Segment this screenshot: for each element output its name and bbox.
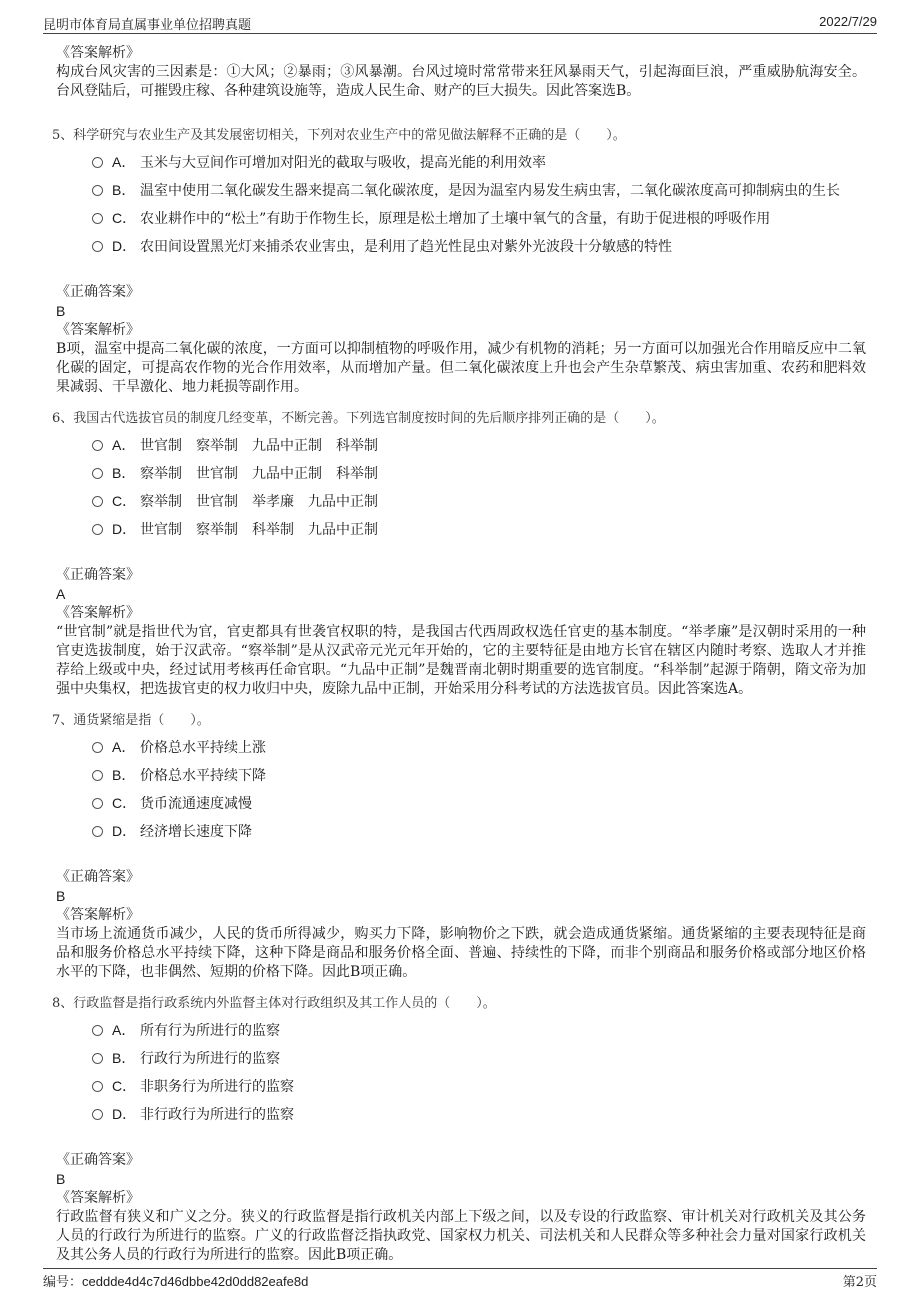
question-title: 6、我国古代选拔官员的制度几经变革，不断完善。下列选官制度按时间的先后顺序排列正确的是（ ）。 [52, 411, 665, 426]
option-letter: B． [112, 767, 136, 783]
question-title: 7、通货紧缩是指（ ）。 [52, 713, 210, 728]
option-text: 价格总水平持续下降 [140, 768, 266, 784]
footer-divider [43, 1268, 877, 1269]
option-text: 非行政行为所进行的监察 [140, 1107, 294, 1123]
option-letter: A． [112, 437, 136, 453]
page-footer [43, 1271, 877, 1289]
radio-icon[interactable] [92, 1081, 103, 1092]
correct-answer-label: 《正确答案》 [56, 869, 140, 885]
radio-icon[interactable] [92, 213, 103, 224]
intro-analysis-block [56, 44, 866, 101]
option-letter: C． [112, 493, 137, 509]
correct-answer-label: 《正确答案》 [56, 567, 140, 583]
option-letter: D． [112, 1106, 137, 1122]
radio-icon[interactable] [92, 157, 103, 168]
radio-icon[interactable] [92, 468, 103, 479]
option-letter: C． [112, 795, 137, 811]
option-letter: C． [112, 210, 137, 226]
correct-answer-label: 《正确答案》 [56, 284, 140, 300]
option-letter: D． [112, 238, 137, 254]
radio-icon[interactable] [92, 826, 103, 837]
option-b[interactable] [92, 1049, 866, 1069]
question-6 [52, 409, 866, 699]
option-d[interactable] [92, 822, 866, 842]
option-text: 察举制 世官制 九品中正制 科举制 [140, 466, 378, 482]
radio-icon[interactable] [92, 440, 103, 451]
option-text: 温室中使用二氧化碳发生器来提高二氧化碳浓度，是因为温室内易发生病虫害，二氧化碳浓度高可抑制病虫的生长 [140, 183, 840, 199]
option-a[interactable] [92, 1021, 866, 1041]
option-d[interactable] [92, 237, 866, 257]
option-c[interactable] [92, 1077, 866, 1097]
option-letter: D． [112, 521, 137, 537]
option-a[interactable] [92, 436, 866, 456]
analysis-label: 《答案解析》 [56, 322, 140, 338]
radio-icon[interactable] [92, 742, 103, 753]
option-letter: B． [112, 182, 136, 198]
option-letter: A． [112, 739, 136, 755]
analysis-label: 《答案解析》 [56, 605, 140, 621]
option-a[interactable] [92, 738, 866, 758]
option-text: 货币流通速度减慢 [140, 796, 252, 812]
option-text: 所有行为所进行的监察 [140, 1023, 280, 1039]
radio-icon[interactable] [92, 1025, 103, 1036]
options-list [92, 1021, 866, 1125]
page-header [43, 14, 877, 32]
option-text: 世官制 察举制 九品中正制 科举制 [140, 438, 378, 454]
option-text: 行政行为所进行的监察 [140, 1051, 280, 1067]
correct-answer-label: 《正确答案》 [56, 1152, 140, 1168]
option-letter: C． [112, 1078, 137, 1094]
radio-icon[interactable] [92, 185, 103, 196]
radio-icon[interactable] [92, 770, 103, 781]
option-a[interactable] [92, 153, 866, 173]
header-divider [43, 33, 877, 34]
code-value: ceddde4d4c7d46dbbe42d0dd82eafe8d [82, 1274, 309, 1289]
analysis-text: 当市场上流通货币减少，人民的货币所得减少，购买力下降，影响物价之下跌，就会造成通货紧缩。通货紧缩的主要表现特征是商品和服务价格总水平持续下降，这种下降是商品和服务价格全面、普遍、持续性的下降，而非个别商品和服务价格或部分地区价格水平的下降，也非偶然、短期的价格下降。因此B项正确。 [56, 926, 866, 980]
correct-answer: B [56, 1171, 66, 1187]
option-text: 察举制 世官制 举孝廉 九品中正制 [140, 494, 378, 510]
analysis-text: “世官制”就是指世代为官，官吏都具有世袭官权职的特，是我国古代西周政权选任官吏的基本制度。“举孝廉”是汉朝时采用的一种官吏选拔制度，始于汉武帝。“察举制”是从汉武帝元光元年开始的，它的主要特征是由地方长官在辖区内随时考察、选取人才并推荐给上级或中央，经过试用考核再任命官职。“九品中正制”是魏晋南北朝时期重要的选官制度。“科举制”起源于隋朝，隋文帝为加强中央集权，把选拔官吏的权力收归中央，废除九品中正制，开始采用分科考试的方法选拔官员。因此答案选A。 [56, 624, 866, 697]
document-code [43, 1271, 308, 1290]
radio-icon[interactable] [92, 1109, 103, 1120]
question-8 [52, 994, 866, 1265]
radio-icon[interactable] [92, 241, 103, 252]
option-c[interactable] [92, 209, 866, 229]
option-text: 非职务行为所进行的监察 [140, 1079, 294, 1095]
analysis-label: 《答案解析》 [56, 45, 140, 61]
option-text: 玉米与大豆间作可增加对阳光的截取与吸收，提高光能的利用效率 [140, 155, 546, 171]
option-b[interactable] [92, 181, 866, 201]
correct-answer: B [56, 888, 66, 904]
code-label: 编号： [43, 1275, 83, 1290]
question-7 [52, 711, 866, 982]
radio-icon[interactable] [92, 798, 103, 809]
page-content [52, 44, 866, 1265]
question-title: 8、行政监督是指行政系统内外监督主体对行政组织及其工作人员的（ ）。 [52, 996, 496, 1011]
options-list [92, 436, 866, 540]
analysis-label: 《答案解析》 [56, 1190, 140, 1206]
analysis-label: 《答案解析》 [56, 907, 140, 923]
radio-icon[interactable] [92, 524, 103, 535]
option-letter: B． [112, 1050, 136, 1066]
option-c[interactable] [92, 492, 866, 512]
radio-icon[interactable] [92, 1053, 103, 1064]
option-text: 价格总水平持续上涨 [140, 740, 266, 756]
analysis-text: 行政监督有狭义和广义之分。狭义的行政监督是指行政机关内部上下级之间，以及专设的行政监察、审计机关对行政机关及其公务人员的行政行为所进行的监察。广义的行政监督泛指执政党、国家权力机关、司法机关和人民群众等多种社会力量对国家行政机关及其公务人员的行政行为所进行的监察。因此B项正确。 [56, 1209, 866, 1263]
option-letter: D． [112, 823, 137, 839]
correct-answer: A [56, 586, 66, 602]
document-title: 昆明市体育局直属事业单位招聘真题 [43, 18, 252, 33]
option-d[interactable] [92, 520, 866, 540]
option-letter: A． [112, 154, 136, 170]
option-b[interactable] [92, 464, 866, 484]
option-text: 农田间设置黑光灯来捕杀农业害虫，是利用了趋光性昆虫对紫外光波段十分敏感的特性 [140, 239, 672, 255]
analysis-text: 构成台风灾害的三因素是：①大风；②暴雨；③风暴潮。台风过境时常常带来狂风暴雨天气，引起海面巨浪，严重威胁航海安全。台风登陆后，可摧毁庄稼、各种建筑设施等，造成人民生命、财产的巨大损失。因此答案选B。 [56, 64, 866, 99]
option-text: 农业耕作中的“松土”有助于作物生长，原理是松土增加了土壤中氧气的含量，有助于促进根的呼吸作用 [140, 211, 771, 227]
question-5 [52, 126, 866, 397]
document-date: 2022/7/29 [819, 14, 877, 29]
option-d[interactable] [92, 1105, 866, 1125]
analysis-text: B项，温室中提高二氧化碳的浓度，一方面可以抑制植物的呼吸作用，减少有机物的消耗；另一方面可以加强光合作用暗反应中二氧化碳的固定，可提高农作物的光合作用效率，从而增加产量。但二氧化碳浓度上升也会产生杂草繁茂、病虫害加重、农药和肥料效果减弱、干旱激化、地力耗损等副作用。 [56, 341, 866, 395]
page-number: 第2页 [842, 1275, 877, 1290]
option-letter: A． [112, 1022, 136, 1038]
option-b[interactable] [92, 766, 866, 786]
option-letter: B． [112, 465, 136, 481]
options-list [92, 153, 866, 257]
correct-answer: B [56, 303, 66, 319]
options-list [92, 738, 866, 842]
option-text: 经济增长速度下降 [140, 824, 252, 840]
question-title: 5、科学研究与农业生产及其发展密切相关，下列对农业生产中的常见做法解释不正确的是（ ）。 [52, 128, 626, 143]
option-text: 世官制 察举制 科举制 九品中正制 [140, 522, 378, 538]
radio-icon[interactable] [92, 496, 103, 507]
option-c[interactable] [92, 794, 866, 814]
